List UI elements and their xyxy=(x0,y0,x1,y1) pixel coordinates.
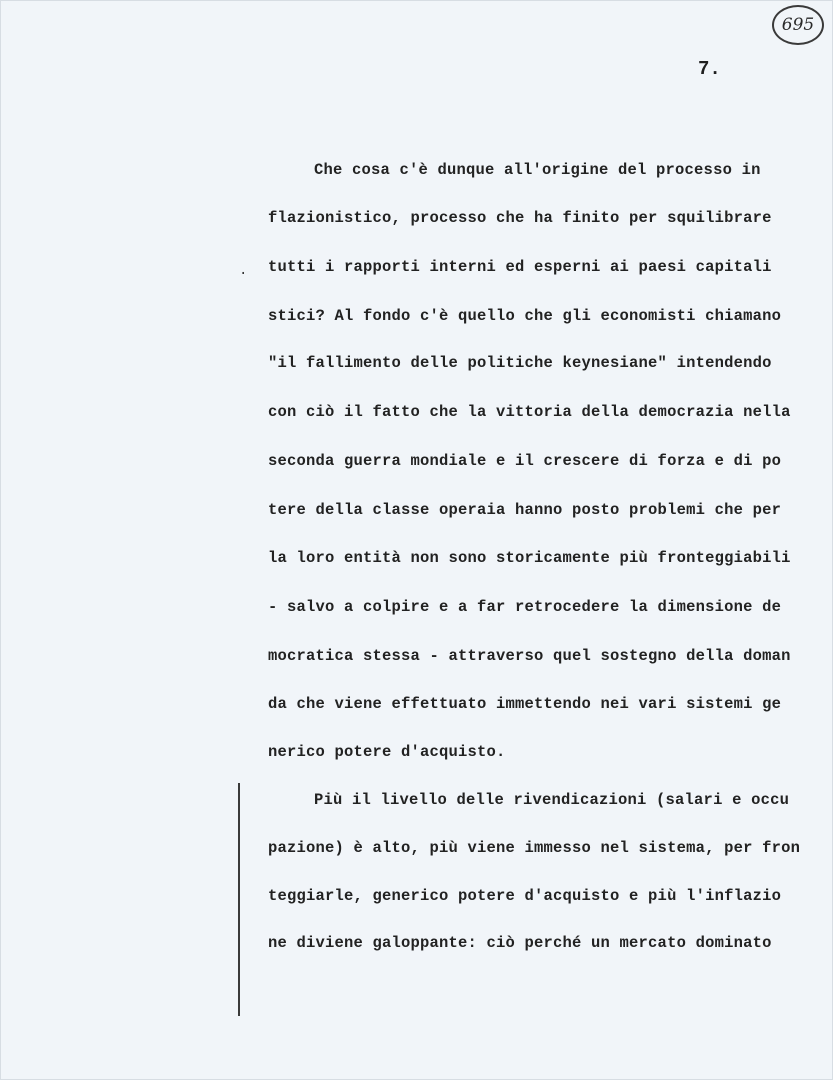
text-line: la loro entità non sono storicamente più fronteggiabili xyxy=(268,549,791,567)
text-line: stici? Al fondo c'è quello che gli economisti chiamano xyxy=(268,307,782,325)
text-line: tutti i rapporti interni ed esperni ai paesi capitali xyxy=(268,258,772,276)
text-line: Che cosa c'è dunque all'origine del processo in xyxy=(314,161,761,179)
text-line: mocratica stessa - attraverso quel sostegno della doman xyxy=(268,647,791,665)
text-line: teggiarle, generico potere d'acquisto e più l'inflazio xyxy=(268,887,782,905)
margin-vertical-line xyxy=(238,783,240,1016)
stray-mark: . xyxy=(239,263,248,279)
page-number: 7. xyxy=(698,58,721,80)
text-line: con ciò il fatto che la vittoria della democrazia nella xyxy=(268,403,791,421)
text-line: nerico potere d'acquisto. xyxy=(268,743,506,761)
text-line: pazione) è alto, più viene immesso nel sistema, per fron xyxy=(268,839,801,857)
text-line: da che viene effettuato immettendo nei vari sistemi ge xyxy=(268,695,782,713)
archive-number-stamp: 695 xyxy=(772,5,824,45)
text-line: - salvo a colpire e a far retrocedere la dimensione de xyxy=(268,598,782,616)
text-line: ne diviene galoppante: ciò perché un mercato dominato xyxy=(268,934,772,952)
text-line: seconda guerra mondiale e il crescere di forza e di po xyxy=(268,452,782,470)
text-line: Più il livello delle rivendicazioni (salari e occu xyxy=(314,791,790,809)
text-line: flazionistico, processo che ha finito per squilibrare xyxy=(268,209,772,227)
text-line: "il fallimento delle politiche keynesiane" intendendo xyxy=(268,354,772,372)
text-line: tere della classe operaia hanno posto problemi che per xyxy=(268,501,782,519)
